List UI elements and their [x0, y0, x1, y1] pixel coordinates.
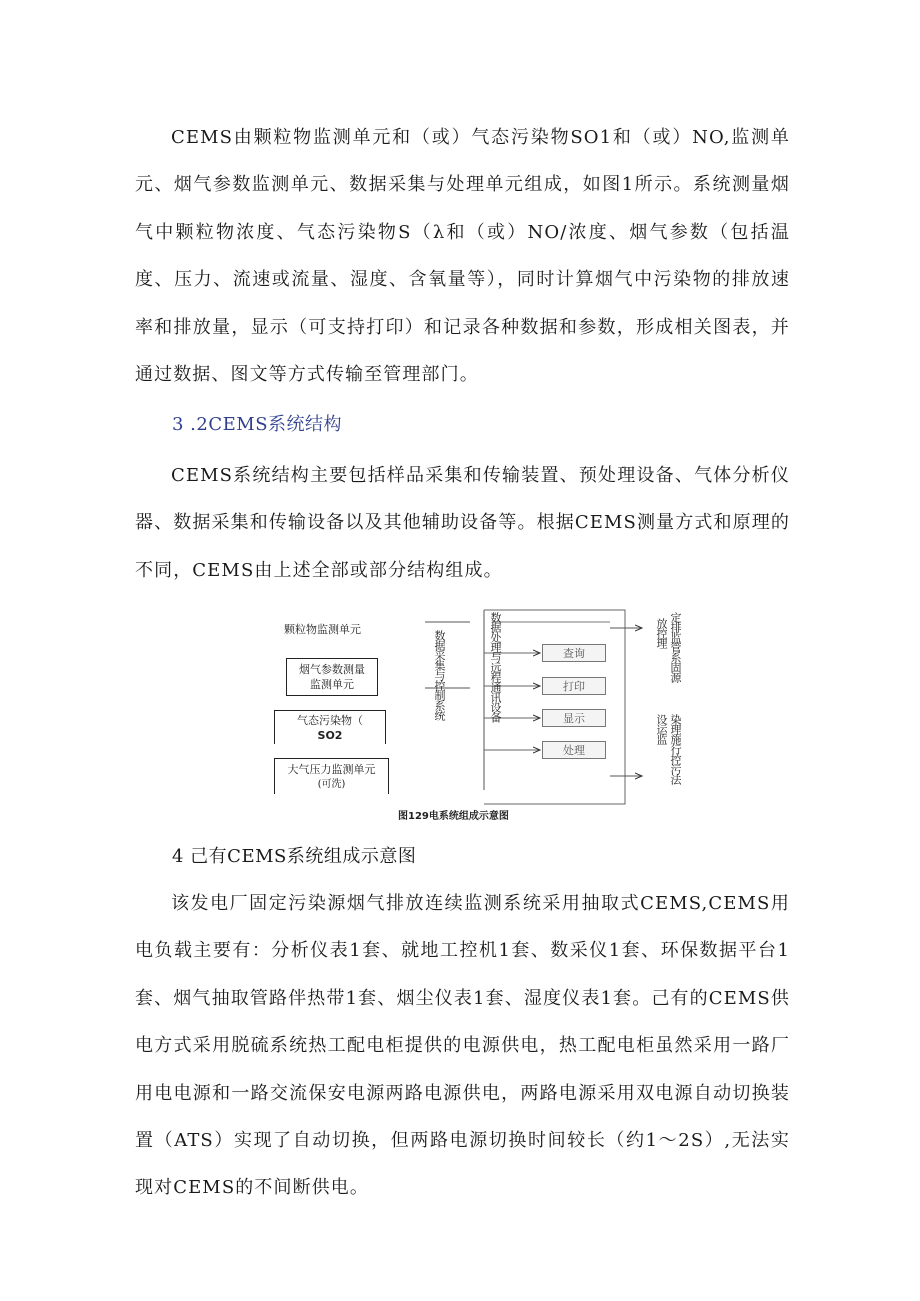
right-bottom-label-a: 染理施行控污法 [669, 714, 682, 784]
gaseous-unit-box [274, 710, 386, 744]
paragraph-cems-structure: CEMS系统结构主要包括样品采集和传输装置、预处理设备、气体分析仪器、数据采集和传输设备以及其他辅助设备等。根据CEMS测量方式和原理的不同，CEMS由上述全部或部分结构组成。 [135, 465, 790, 581]
paragraph-cems-composition: CEMS由颗粒物监测单元和（或）气态污染物SO1和（或）NO,监测单元、烟气参数监测单元、数据采集与处理单元组成，如图1所示。系统测量烟气中颗粒物浓度、气态污染物S（λ和（或）NO/浓度、烟气参数（包括温度、压力、流速或流量、湿度、含氧量等），同时计算烟气中污染物的排放速率和排放量，显示（可支持打印）和记录各种数据和参数，形成相关图表，并通过数据、图文等方式传输至管理部门。 [135, 127, 790, 386]
particle-unit-label: 颗粒物监测单元 [284, 623, 361, 636]
processing-system-label: 数据处理与远程通讯设备 [489, 612, 502, 722]
right-bottom-label-b: 设运监 [655, 714, 668, 744]
section-heading-3-2: 3 .2CEMS系统结构 [172, 414, 343, 435]
display-box: 显示 [542, 709, 606, 727]
processing-frame [484, 610, 625, 804]
query-box: 查询 [542, 644, 606, 662]
paragraph-power-supply: 该发电厂固定污染源烟气排放连续监测系统采用抽取式CEMS,CEMS用电负载主要有：分析仪表1套、就地工控机1套、数采仪1套、环保数据平台1套、烟气抽取管路伴热带1套、烟尘仪表1套、湿度仪表1套。己有的CEMS供电方式采用脱硫系统热工配电柜提供的电源供电，热工配电柜虽然采用一路厂用电电源和一路交流保安电源两路电源供电，两路电源采用双电源自动切换装置（ATS）实现了自动切换，但两路电源切换时间较长（约1～2S）,无法实现对CEMS的不间断供电。 [135, 893, 790, 1199]
flue-gas-line1: 烟气参数测量 [299, 663, 365, 676]
gaseous-line2: SO2 [317, 729, 343, 742]
process-box: 处理 [542, 741, 606, 759]
flue-gas-unit-box [286, 658, 378, 696]
pressure-line1: 大气压力监测单元 [287, 763, 376, 776]
flue-gas-line2: 监测单元 [310, 678, 354, 691]
cems-composition-figure [270, 600, 690, 822]
pressure-line2: (可洗) [317, 779, 346, 790]
right-top-label-b: 放控理 [655, 618, 668, 648]
figure-caption: 图129电系统组成示意图 [398, 811, 509, 822]
section-heading-4: 4 己有CEMS系统组成示意图 [172, 846, 417, 867]
right-top-label-a: 定排监管系固源 [669, 612, 682, 682]
print-box: 打印 [542, 677, 606, 695]
pressure-unit-box [274, 758, 389, 794]
gaseous-line1: 气态污染物（ [297, 714, 363, 727]
acquisition-system-label: 数据采集与控制系统 [433, 630, 446, 720]
